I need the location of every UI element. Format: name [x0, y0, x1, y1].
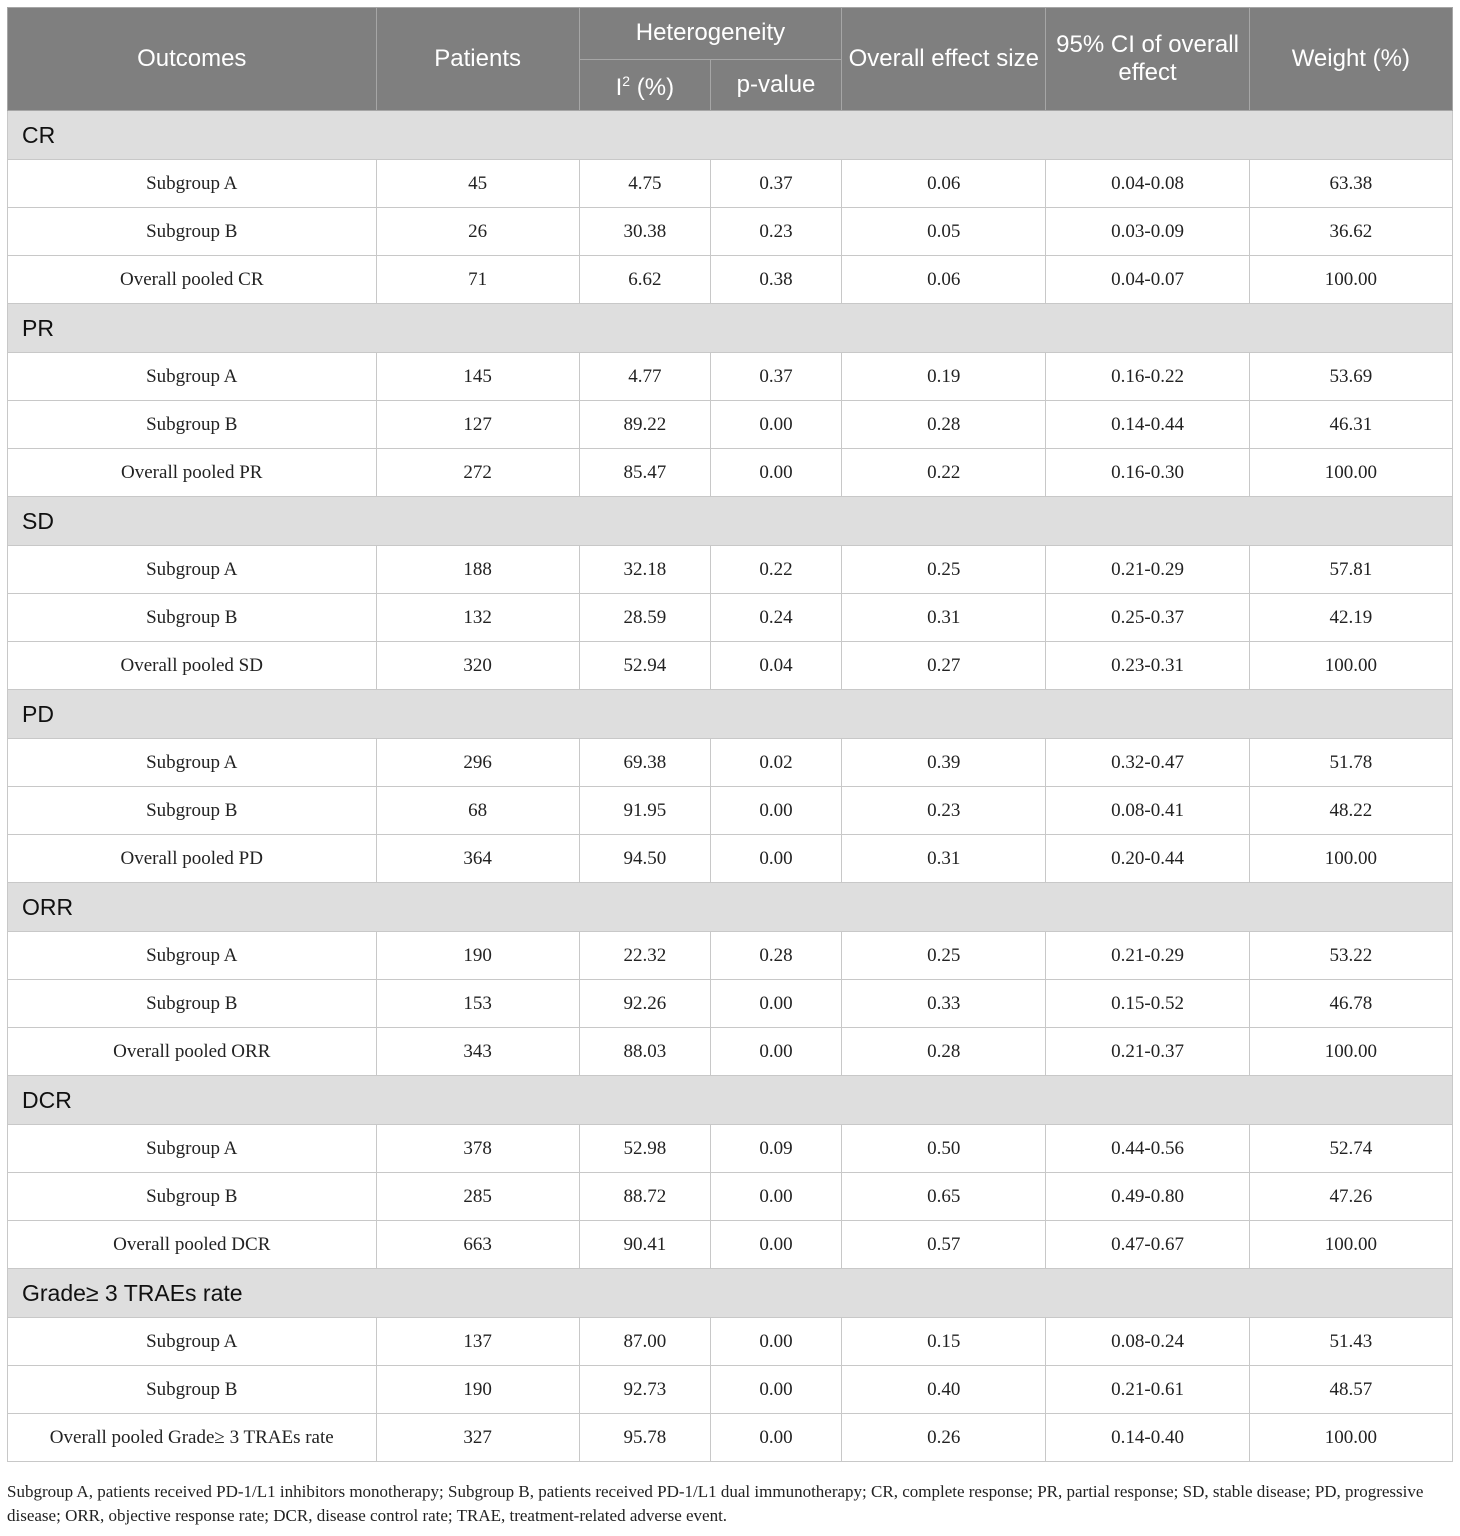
cell-effect-size: 0.33 [842, 980, 1046, 1028]
results-table [7, 7, 1453, 1462]
row-label: Subgroup B [8, 1173, 377, 1221]
cell-i2: 90.41 [579, 1221, 710, 1269]
cell-ci: 0.08-0.41 [1046, 787, 1249, 835]
cell-pvalue: 0.23 [710, 208, 841, 256]
cell-weight: 100.00 [1249, 835, 1452, 883]
cell-pvalue: 0.00 [710, 449, 841, 497]
cell-patients: 127 [376, 401, 579, 449]
cell-ci: 0.21-0.61 [1046, 1366, 1249, 1414]
cell-pvalue: 0.00 [710, 1028, 841, 1076]
table-row [8, 787, 1453, 835]
header-heterogeneity: Heterogeneity [579, 8, 841, 60]
cell-ci: 0.25-0.37 [1046, 594, 1249, 642]
header-pvalue: p-value [710, 59, 841, 111]
cell-effect-size: 0.31 [842, 835, 1046, 883]
cell-i2: 89.22 [579, 401, 710, 449]
cell-effect-size: 0.39 [842, 739, 1046, 787]
cell-i2: 88.72 [579, 1173, 710, 1221]
table-row [8, 160, 1453, 208]
cell-i2: 52.94 [579, 642, 710, 690]
cell-pvalue: 0.00 [710, 787, 841, 835]
cell-pvalue: 0.37 [710, 160, 841, 208]
table-row [8, 1028, 1453, 1076]
cell-i2: 88.03 [579, 1028, 710, 1076]
group-header-row [8, 1076, 1453, 1125]
row-label: Subgroup A [8, 932, 377, 980]
cell-weight: 42.19 [1249, 594, 1452, 642]
row-label: Subgroup B [8, 594, 377, 642]
cell-weight: 52.74 [1249, 1125, 1452, 1173]
header-i2-superscript: 2 [622, 73, 631, 90]
cell-patients: 188 [376, 546, 579, 594]
cell-i2: 28.59 [579, 594, 710, 642]
cell-pvalue: 0.00 [710, 1221, 841, 1269]
group-header-row [8, 497, 1453, 546]
cell-pvalue: 0.38 [710, 256, 841, 304]
cell-i2: 32.18 [579, 546, 710, 594]
row-label: Subgroup B [8, 787, 377, 835]
cell-effect-size: 0.50 [842, 1125, 1046, 1173]
table-row [8, 401, 1453, 449]
row-label: Subgroup A [8, 160, 377, 208]
table-row [8, 353, 1453, 401]
row-label: Overall pooled ORR [8, 1028, 377, 1076]
cell-effect-size: 0.06 [842, 256, 1046, 304]
table-row [8, 1318, 1453, 1366]
row-label: Overall pooled PR [8, 449, 377, 497]
cell-weight: 53.69 [1249, 353, 1452, 401]
cell-pvalue: 0.00 [710, 1318, 841, 1366]
row-label: Overall pooled DCR [8, 1221, 377, 1269]
header-effect-size: Overall effect size [842, 8, 1046, 111]
row-label: Subgroup A [8, 546, 377, 594]
table-row [8, 1414, 1453, 1462]
cell-patients: 343 [376, 1028, 579, 1076]
cell-i2: 6.62 [579, 256, 710, 304]
cell-i2: 92.73 [579, 1366, 710, 1414]
cell-effect-size: 0.23 [842, 787, 1046, 835]
cell-effect-size: 0.25 [842, 546, 1046, 594]
cell-ci: 0.49-0.80 [1046, 1173, 1249, 1221]
cell-patients: 153 [376, 980, 579, 1028]
row-label: Subgroup A [8, 1318, 377, 1366]
table-row [8, 1173, 1453, 1221]
row-label: Overall pooled Grade≥ 3 TRAEs rate [8, 1414, 377, 1462]
cell-i2: 95.78 [579, 1414, 710, 1462]
table-row [8, 835, 1453, 883]
cell-patients: 190 [376, 932, 579, 980]
cell-effect-size: 0.27 [842, 642, 1046, 690]
header-outcomes: Outcomes [8, 8, 377, 111]
row-label: Subgroup A [8, 739, 377, 787]
cell-i2: 92.26 [579, 980, 710, 1028]
cell-effect-size: 0.26 [842, 1414, 1046, 1462]
table-header [8, 8, 1453, 111]
cell-effect-size: 0.65 [842, 1173, 1046, 1221]
cell-pvalue: 0.24 [710, 594, 841, 642]
group-header-row [8, 304, 1453, 353]
cell-ci: 0.21-0.29 [1046, 546, 1249, 594]
header-ci: 95% CI of overall effect [1046, 8, 1249, 111]
row-label: Subgroup B [8, 401, 377, 449]
cell-ci: 0.44-0.56 [1046, 1125, 1249, 1173]
cell-weight: 57.81 [1249, 546, 1452, 594]
group-title: SD [8, 497, 1453, 546]
cell-pvalue: 0.09 [710, 1125, 841, 1173]
header-i2-unit: (%) [630, 74, 675, 102]
table-footnote: Subgroup A, patients received PD-1/L1 inhibitors monotherapy; Subgroup B, patients received PD-1/L1 dual immunotherapy; CR, complete response; PR, partial response; SD, stable disease; PD, progressive disease; ORR, objective response rate; DCR, disease control rate; TRAE, treatment-related adverse event. [7, 1482, 1424, 1525]
cell-i2: 91.95 [579, 787, 710, 835]
cell-i2: 30.38 [579, 208, 710, 256]
cell-weight: 46.31 [1249, 401, 1452, 449]
group-title: Grade≥ 3 TRAEs rate [8, 1269, 1453, 1318]
cell-pvalue: 0.00 [710, 1414, 841, 1462]
cell-i2: 69.38 [579, 739, 710, 787]
cell-weight: 36.62 [1249, 208, 1452, 256]
cell-weight: 63.38 [1249, 160, 1452, 208]
cell-ci: 0.21-0.29 [1046, 932, 1249, 980]
cell-effect-size: 0.31 [842, 594, 1046, 642]
cell-ci: 0.16-0.30 [1046, 449, 1249, 497]
cell-patients: 68 [376, 787, 579, 835]
cell-i2: 4.75 [579, 160, 710, 208]
cell-i2: 22.32 [579, 932, 710, 980]
cell-pvalue: 0.02 [710, 739, 841, 787]
cell-effect-size: 0.05 [842, 208, 1046, 256]
cell-weight: 100.00 [1249, 256, 1452, 304]
cell-ci: 0.14-0.44 [1046, 401, 1249, 449]
cell-weight: 100.00 [1249, 449, 1452, 497]
table-row [8, 642, 1453, 690]
cell-ci: 0.32-0.47 [1046, 739, 1249, 787]
cell-effect-size: 0.15 [842, 1318, 1046, 1366]
group-title: PD [8, 690, 1453, 739]
cell-weight: 100.00 [1249, 1414, 1452, 1462]
header-weight: Weight (%) [1249, 8, 1452, 111]
cell-weight: 47.26 [1249, 1173, 1452, 1221]
cell-patients: 327 [376, 1414, 579, 1462]
cell-pvalue: 0.04 [710, 642, 841, 690]
cell-i2: 87.00 [579, 1318, 710, 1366]
cell-effect-size: 0.57 [842, 1221, 1046, 1269]
cell-patients: 145 [376, 353, 579, 401]
table-row [8, 594, 1453, 642]
table-row [8, 980, 1453, 1028]
cell-weight: 100.00 [1249, 1028, 1452, 1076]
cell-ci: 0.04-0.07 [1046, 256, 1249, 304]
cell-patients: 272 [376, 449, 579, 497]
group-header-row [8, 1269, 1453, 1318]
row-label: Subgroup B [8, 1366, 377, 1414]
cell-ci: 0.08-0.24 [1046, 1318, 1249, 1366]
cell-weight: 51.78 [1249, 739, 1452, 787]
cell-patients: 137 [376, 1318, 579, 1366]
cell-ci: 0.16-0.22 [1046, 353, 1249, 401]
cell-ci: 0.21-0.37 [1046, 1028, 1249, 1076]
cell-weight: 51.43 [1249, 1318, 1452, 1366]
group-title: ORR [8, 883, 1453, 932]
table-row [8, 1221, 1453, 1269]
cell-patients: 190 [376, 1366, 579, 1414]
cell-i2: 94.50 [579, 835, 710, 883]
cell-patients: 132 [376, 594, 579, 642]
cell-pvalue: 0.00 [710, 401, 841, 449]
cell-i2: 52.98 [579, 1125, 710, 1173]
table-row [8, 739, 1453, 787]
header-patients: Patients [376, 8, 579, 111]
row-label: Overall pooled SD [8, 642, 377, 690]
cell-patients: 296 [376, 739, 579, 787]
row-label: Overall pooled CR [8, 256, 377, 304]
cell-weight: 48.57 [1249, 1366, 1452, 1414]
cell-effect-size: 0.22 [842, 449, 1046, 497]
cell-ci: 0.47-0.67 [1046, 1221, 1249, 1269]
cell-pvalue: 0.00 [710, 1366, 841, 1414]
cell-pvalue: 0.37 [710, 353, 841, 401]
group-title: CR [8, 111, 1453, 160]
cell-effect-size: 0.40 [842, 1366, 1046, 1414]
cell-effect-size: 0.28 [842, 1028, 1046, 1076]
cell-i2: 4.77 [579, 353, 710, 401]
cell-ci: 0.14-0.40 [1046, 1414, 1249, 1462]
group-header-row [8, 883, 1453, 932]
cell-weight: 48.22 [1249, 787, 1452, 835]
group-header-row [8, 690, 1453, 739]
cell-ci: 0.15-0.52 [1046, 980, 1249, 1028]
cell-i2: 85.47 [579, 449, 710, 497]
cell-patients: 71 [376, 256, 579, 304]
cell-patients: 26 [376, 208, 579, 256]
cell-patients: 320 [376, 642, 579, 690]
cell-patients: 378 [376, 1125, 579, 1173]
table-row [8, 932, 1453, 980]
cell-ci: 0.03-0.09 [1046, 208, 1249, 256]
cell-weight: 100.00 [1249, 642, 1452, 690]
cell-pvalue: 0.00 [710, 980, 841, 1028]
cell-effect-size: 0.25 [842, 932, 1046, 980]
header-i2 [579, 59, 710, 111]
cell-ci: 0.04-0.08 [1046, 160, 1249, 208]
row-label: Overall pooled PD [8, 835, 377, 883]
cell-ci: 0.23-0.31 [1046, 642, 1249, 690]
cell-pvalue: 0.00 [710, 1173, 841, 1221]
header-i2-letter: I [615, 74, 623, 102]
group-header-row [8, 111, 1453, 160]
row-label: Subgroup A [8, 1125, 377, 1173]
cell-weight: 46.78 [1249, 980, 1452, 1028]
cell-pvalue: 0.00 [710, 835, 841, 883]
cell-weight: 100.00 [1249, 1221, 1452, 1269]
group-title: DCR [8, 1076, 1453, 1125]
cell-pvalue: 0.22 [710, 546, 841, 594]
cell-ci: 0.20-0.44 [1046, 835, 1249, 883]
table-row [8, 1125, 1453, 1173]
cell-weight: 53.22 [1249, 932, 1452, 980]
table-row [8, 449, 1453, 497]
table-row [8, 546, 1453, 594]
table-body [8, 111, 1453, 1462]
cell-patients: 663 [376, 1221, 579, 1269]
results-table-container [7, 7, 1453, 1462]
cell-patients: 45 [376, 160, 579, 208]
group-title: PR [8, 304, 1453, 353]
cell-patients: 364 [376, 835, 579, 883]
row-label: Subgroup B [8, 980, 377, 1028]
cell-effect-size: 0.28 [842, 401, 1046, 449]
table-row [8, 208, 1453, 256]
cell-effect-size: 0.19 [842, 353, 1046, 401]
cell-pvalue: 0.28 [710, 932, 841, 980]
row-label: Subgroup B [8, 208, 377, 256]
table-row [8, 1366, 1453, 1414]
cell-patients: 285 [376, 1173, 579, 1221]
table-row [8, 256, 1453, 304]
row-label: Subgroup A [8, 353, 377, 401]
cell-effect-size: 0.06 [842, 160, 1046, 208]
